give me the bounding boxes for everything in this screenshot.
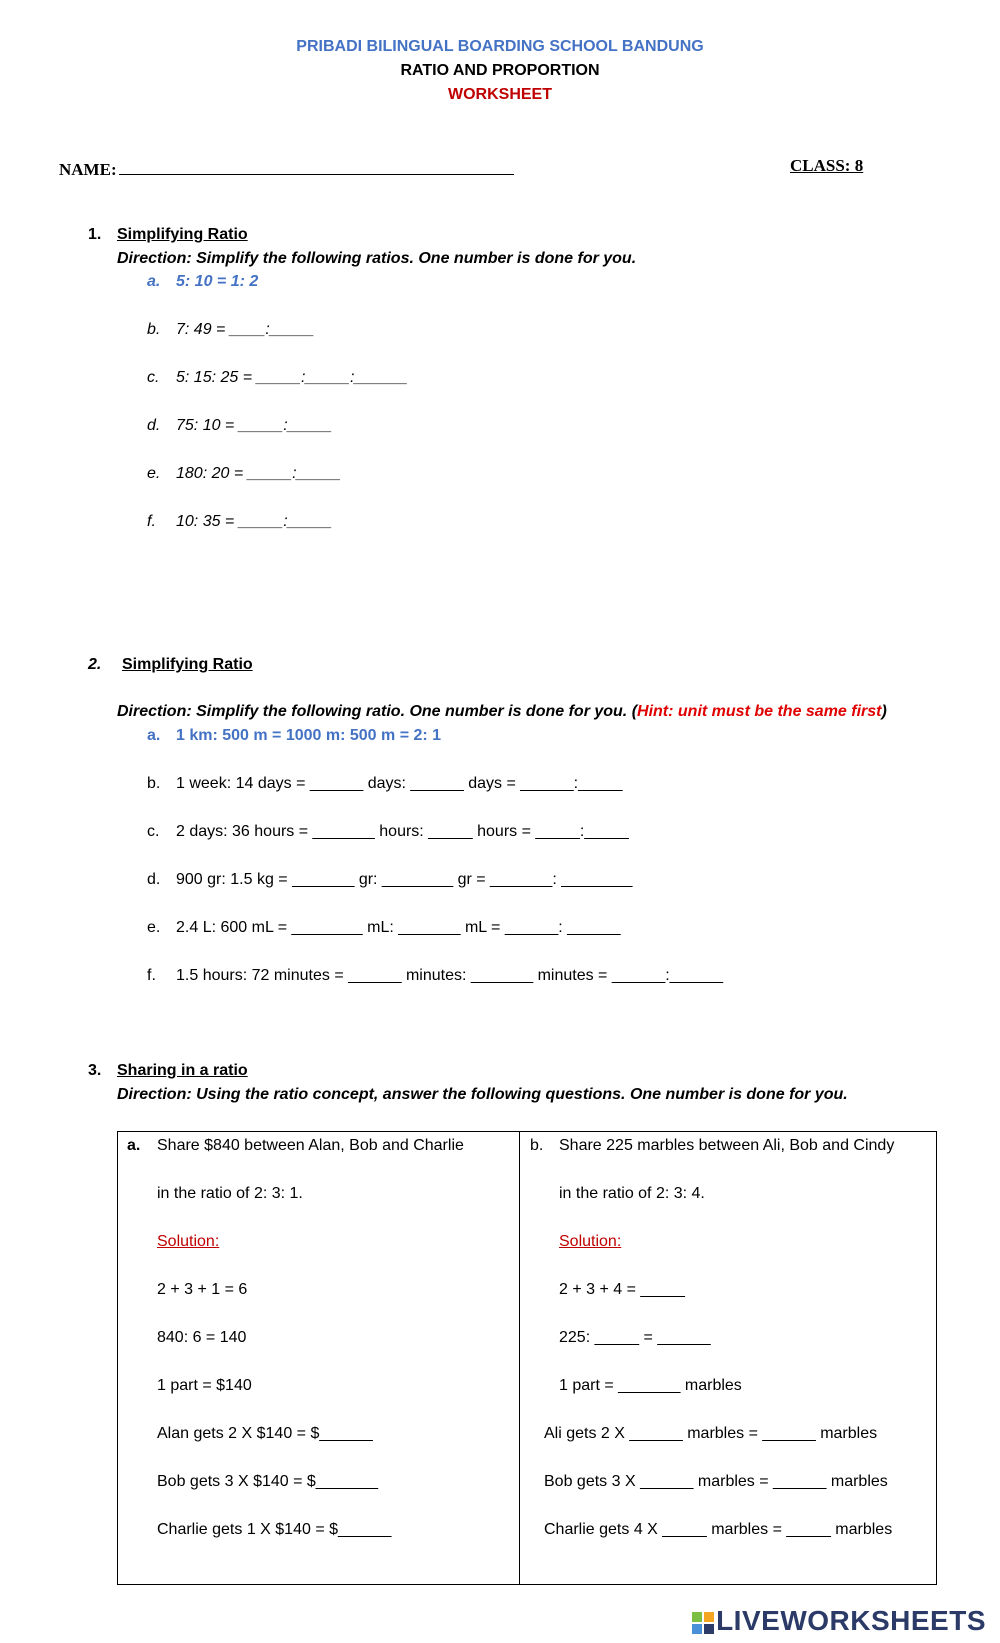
s1-item-letter: a. [147,273,161,290]
name-label: NAME: [59,160,117,179]
s1-item-letter: b. [147,321,161,338]
s2-item-letter: b. [147,775,161,792]
left-step2: 840: 6 = 140 [157,1329,247,1346]
right-step5[interactable]: Bob gets 3 X ______ marbles = ______ marbles [544,1473,888,1490]
s2-item-e[interactable]: 2.4 L: 600 mL = ________ mL: _______ mL = ______: ______ [176,919,621,936]
s1-item-e[interactable]: 180: 20 = _____:_____ [176,465,342,482]
section3-title: Sharing in a ratio [117,1062,248,1079]
section2-hint: Hint: unit must be the same first [637,703,882,720]
s1-item-f[interactable]: 10: 35 = _____:_____ [176,513,333,530]
left-step4[interactable]: Alan gets 2 X $140 = $______ [157,1425,373,1442]
s2-item-letter: e. [147,919,161,936]
s1-item-b[interactable]: 7: 49 = ____:_____ [176,321,315,338]
s1-item-letter: f. [147,513,156,530]
right-line2: in the ratio of 2: 3: 4. [559,1185,705,1202]
s1-item-d[interactable]: 75: 10 = _____:_____ [176,417,333,434]
right-letter: b. [530,1137,544,1154]
left-letter: a. [127,1137,141,1154]
logo-text: LIVEWORKSHEETS [716,1605,986,1636]
s2-item-letter: c. [147,823,160,840]
right-step6[interactable]: Charlie gets 4 X _____ marbles = _____ marbles [544,1521,893,1538]
name-field[interactable] [59,156,514,180]
school-name: PRIBADI BILINGUAL BOARDING SCHOOL BANDUNG [296,38,704,55]
s1-item-c[interactable]: 5: 15: 25 = _____:_____:______ [176,369,408,386]
section2-title: Simplifying Ratio [122,656,253,673]
s2-item-f[interactable]: 1.5 hours: 72 minutes = ______ minutes: _______ minutes = ______:______ [176,967,724,984]
s2-item-letter: d. [147,871,161,888]
section1-number: 1. [88,226,102,243]
liveworksheets-logo-icon [692,1612,714,1634]
left-line2: in the ratio of 2: 3: 1. [157,1185,303,1202]
left-step1: 2 + 3 + 1 = 6 [157,1281,248,1298]
left-step3: 1 part = $140 [157,1377,252,1394]
class-label: CLASS: 8 [790,156,864,175]
s2-item-a: 1 km: 500 m = 1000 m: 500 m = 2: 1 [176,727,442,744]
right-step3[interactable]: 1 part = _______ marbles [559,1377,742,1394]
s1-item-letter: e. [147,465,161,482]
sharing-table [117,1131,937,1585]
worksheet-subtitle: WORKSHEET [448,86,552,103]
worksheet-title: RATIO AND PROPORTION [400,62,600,79]
section3-direction: Direction: Using the ratio concept, answer the following questions. One number is done for you. [117,1086,848,1103]
s1-item-letter: d. [147,417,161,434]
right-solution-label: Solution: [559,1233,622,1250]
s1-item-a: 5: 10 = 1: 2 [176,273,259,290]
section2-direction [117,703,887,721]
left-solution-label: Solution: [157,1233,220,1250]
section2-direction-text: Direction: Simplify the following ratio. One number is done for you. ( [117,703,638,720]
table-divider [519,1132,520,1584]
s2-item-letter: a. [147,727,161,744]
s2-item-letter: f. [147,967,156,984]
section2-number: 2. [88,656,102,673]
section1-title: Simplifying Ratio [117,226,248,243]
left-step5[interactable]: Bob gets 3 X $140 = $_______ [157,1473,379,1490]
s2-item-b[interactable]: 1 week: 14 days = ______ days: ______ days = ______:_____ [176,775,623,792]
right-line1: Share 225 marbles between Ali, Bob and Cindy [559,1137,895,1154]
s2-item-c[interactable]: 2 days: 36 hours = _______ hours: _____ hours = _____:_____ [176,823,629,840]
section1-direction: Direction: Simplify the following ratios. One number is done for you. [117,250,637,267]
left-step6[interactable]: Charlie gets 1 X $140 = $______ [157,1521,392,1538]
liveworksheets-logo[interactable] [692,1605,986,1637]
right-step2[interactable]: 225: _____ = ______ [559,1329,711,1346]
right-step1[interactable]: 2 + 3 + 4 = _____ [559,1281,685,1298]
name-line[interactable] [119,156,514,175]
left-line1: Share $840 between Alan, Bob and Charlie [157,1137,464,1154]
s1-item-letter: c. [147,369,160,386]
s2-item-d[interactable]: 900 gr: 1.5 kg = _______ gr: ________ gr = _______: ________ [176,871,633,888]
section3-number: 3. [88,1062,102,1079]
right-step4[interactable]: Ali gets 2 X ______ marbles = ______ marbles [544,1425,878,1442]
section2-direction-end: ) [881,703,887,720]
